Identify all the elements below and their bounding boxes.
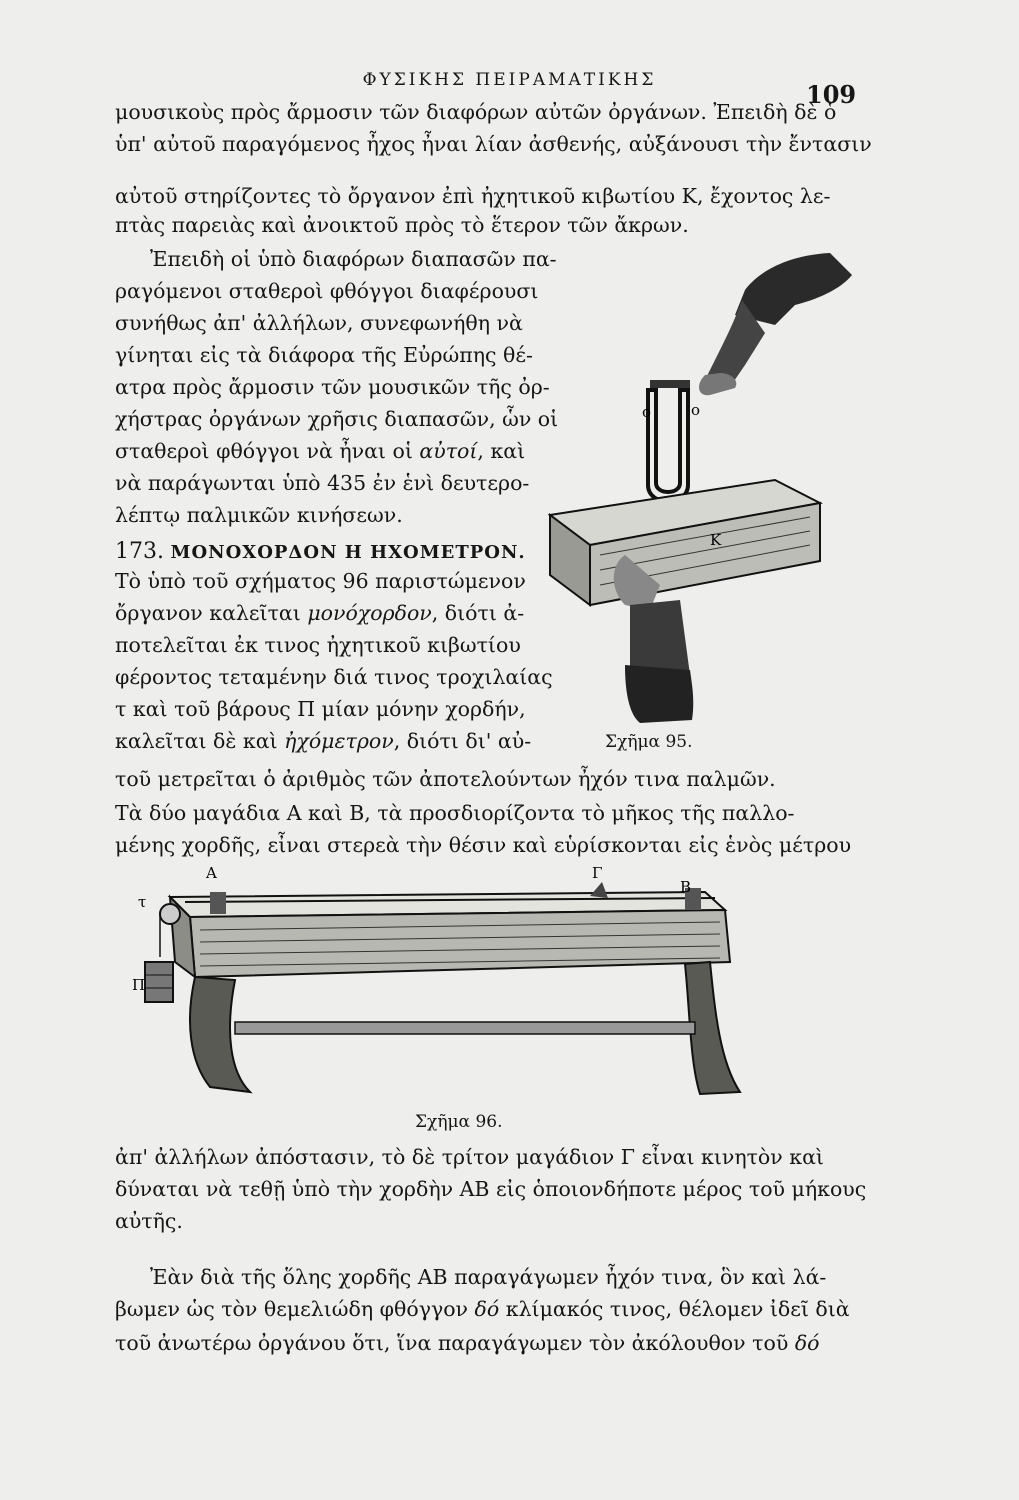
fig95-label-o-left: ο [642, 403, 652, 421]
text-line: ἀπ' ἀλλήλων ἀπόστασιν, τὸ δὲ τρίτον μαγάδιον Γ εἶναι κινητὸν καὶ [115, 1145, 824, 1169]
text-line: γίνηται εἰς τὰ διάφορα τῆς Εὐρώπης θέ- [115, 343, 533, 367]
text-line: Ἐὰν διὰ τῆς ὅλης χορδῆς ΑΒ παραγάγωμεν ἦχόν τινα, ὃν καὶ λά- [150, 1265, 827, 1289]
text-line: συνήθως ἀπ' ἀλλήλων, συνεφωνήθη νὰ [115, 311, 523, 335]
figure-96-monochord [130, 862, 770, 1112]
text-line: νὰ παράγωνται ὑπὸ 435 ἐν ἑνὶ δευτερο- [115, 471, 530, 495]
text-line: βωμεν ὡς τὸν θεμελιώδη φθόγγον δό κλίμακός τινος, θέλομεν ἰδεῖ διὰ [115, 1297, 850, 1321]
text-line: τ καὶ τοῦ βάρους Π μίαν μόνην χορδήν, [115, 697, 526, 721]
text-line: τοῦ μετρεῖται ὁ ἀριθμὸς τῶν ἀποτελούντων ἦχόν τινα παλμῶν. [115, 767, 776, 791]
text-line: αὐτῆς. [115, 1209, 183, 1233]
text-line: αὐτοῦ στηρίζοντες τὸ ὄργανον ἐπὶ ἠχητικοῦ κιβωτίου Κ, ἔχοντος λε- [115, 184, 831, 208]
text-line: ὑπ' αὐτοῦ παραγόμενος ἦχος ἦναι λίαν ἀσθενής, αὐξάνουσι τὴν ἔντασιν [115, 132, 872, 156]
text-line: μουσικοὺς πρὸς ἄρμοσιν τῶν διαφόρων αὐτῶν ὀργάνων. Ἐπειδὴ δὲ ὁ [115, 100, 837, 124]
page-number: 109 [806, 80, 857, 109]
section-heading [115, 536, 526, 568]
fig96-label-t: τ [138, 893, 147, 911]
text-line: λέπτῳ παλμικῶν κινήσεων. [115, 503, 403, 527]
text-line: πτὰς παρειὰς καὶ ἀνοικτοῦ πρὸς τὸ ἕτερον τῶν ἄκρων. [115, 213, 689, 237]
fig96-label-g: Γ [592, 864, 603, 882]
fig96-label-p: Π [132, 976, 146, 994]
fig96-label-b: Β [680, 878, 692, 896]
section-number: 173. [115, 539, 164, 564]
fig96-label-a: Α [206, 864, 217, 882]
running-header: ΦΥΣΙΚΗΣ ΠΕΙΡΑΜΑΤΙΚΗΣ [362, 70, 657, 90]
figure-96-caption: Σχῆμα 96. [415, 1112, 503, 1132]
text-line: ποτελεῖται ἐκ τινος ἠχητικοῦ κιβωτίου [115, 633, 521, 657]
fig95-label-o-right: ο [691, 401, 701, 419]
text-line: καλεῖται δὲ καὶ ἠχόμετρον, διότι δι' αὐ- [115, 729, 532, 753]
fig95-label-k: Κ [710, 531, 722, 549]
figure-95-tuning-fork [530, 245, 860, 745]
text-line: σταθεροὶ φθόγγοι νὰ ἦναι οἱ αὐτοί, καὶ [115, 439, 526, 463]
text-line: Ἐπειδὴ οἱ ὑπὸ διαφόρων διαπασῶν πα- [150, 247, 557, 271]
figure-95-caption: Σχῆμα 95. [605, 732, 693, 752]
text-line: μένης χορδῆς, εἶναι στερεὰ τὴν θέσιν καὶ εὑρίσκονται εἰς ἑνὸς μέτρου [115, 833, 852, 857]
text-line: χήστρας ὀργάνων χρῆσις διαπασῶν, ὧν οἱ [115, 407, 559, 431]
text-line: ατρα πρὸς ἄρμοσιν τῶν μουσικῶν τῆς ὀρ- [115, 375, 550, 399]
text-line: δύναται νὰ τεθῇ ὑπὸ τὴν χορδὴν ΑΒ εἰς ὁποιονδήποτε μέρος τοῦ μήκους [115, 1177, 867, 1201]
text-line: φέροντος τεταμένην διά τινος τροχιλαίας [115, 665, 553, 689]
text-line: ὄργανον καλεῖται μονόχορδον, διότι ἀ- [115, 601, 525, 625]
text-line: τοῦ ἀνωτέρω ὀργάνου ὅτι, ἵνα παραγάγωμεν τὸν ἀκόλουθον τοῦ δό [115, 1331, 820, 1355]
text-line: ραγόμενοι σταθεροὶ φθόγγοι διαφέρουσι [115, 279, 539, 303]
section-title: ΜΟΝΟΧΟΡΔΟΝ Η ΗΧΟΜΕΤΡΟΝ. [170, 542, 526, 563]
text-line: Τὸ ὑπὸ τοῦ σχήματος 96 παριστώμενον [115, 569, 526, 593]
text-line: Τὰ δύο μαγάδια Α καὶ Β, τὰ προσδιορίζοντα τὸ μῆκος τῆς παλλο- [115, 801, 795, 825]
